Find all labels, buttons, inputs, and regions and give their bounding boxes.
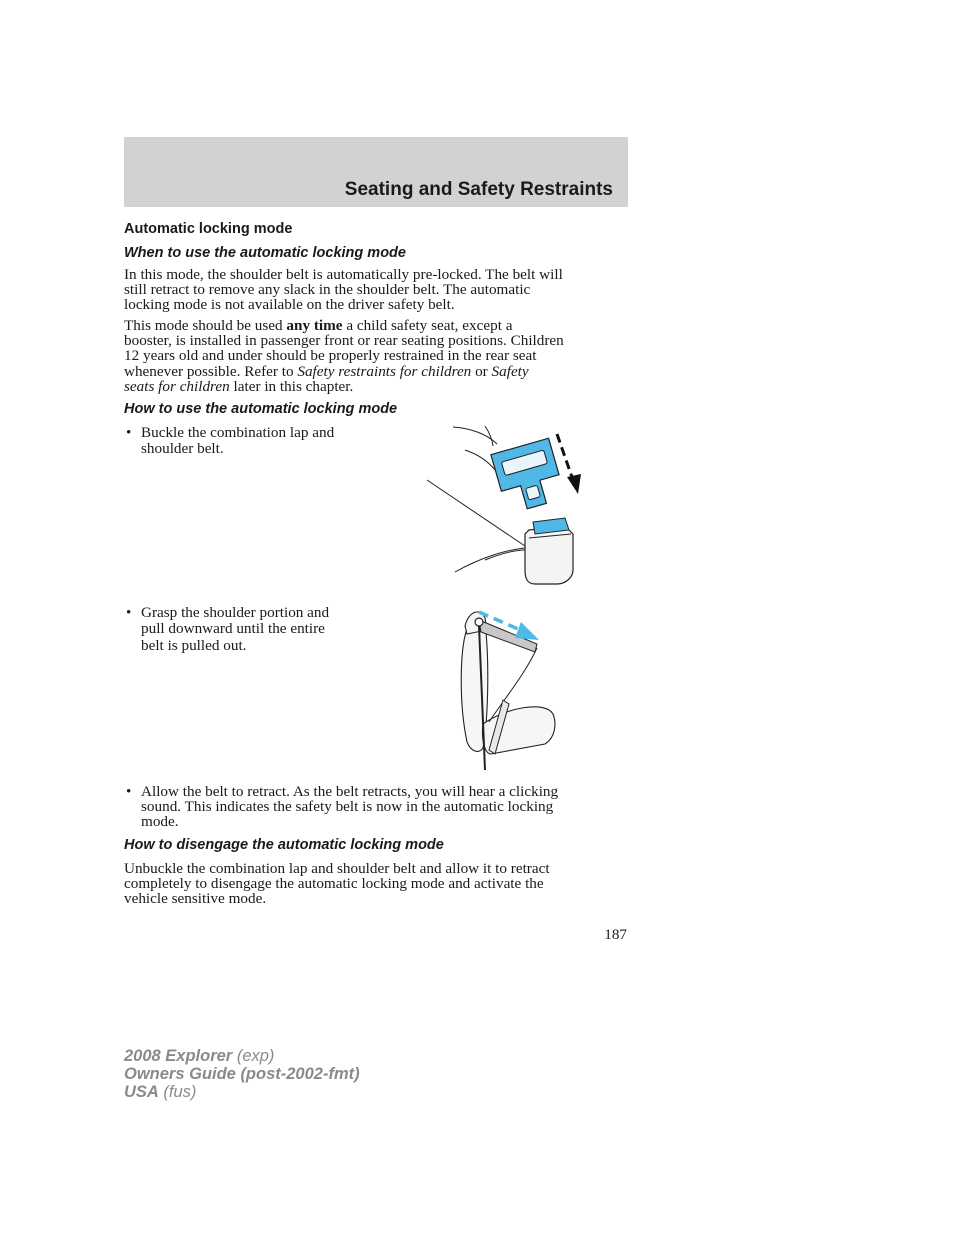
paragraph-pre-locked: In this mode, the shoulder belt is automatically pre-locked. The belt will still retract to remove any slack in the shoulder belt. The automatic locking mode is not available on the driver safety belt. [124, 266, 563, 314]
seat-belt-pull-illustration [455, 604, 565, 772]
reference-safety-seats-for-children-cont: seats for children [124, 377, 230, 395]
paragraph-disengage: Unbuckle the combination lap and shoulder belt and allow it to retract completely to disengage the automatic locking mode and activate the vehicle sensitive mode. [124, 860, 550, 908]
bullet-dot: • [126, 604, 132, 621]
paragraph-when-to-use: This mode should be used any time a child safety seat, except a booster, is installed in passenger front or rear seating positions. Children 12 years old and under should be properly restrained in the rear seat whenever possible. Refer to Safety restraints for children or Safety seats for children later in this chapter. [124, 317, 564, 395]
heading-when-to-use: When to use the automatic locking mode [124, 245, 406, 261]
bullet-grasp-shoulder: • Grasp the shoulder portion and pull downward until the entire belt is pulled out. [126, 604, 330, 654]
bold-any-time: any time [286, 317, 343, 334]
document-footer: 2008 Explorer (exp) Owners Guide (post-2002-fmt) USA (fus) [124, 1047, 360, 1101]
bullet-dot: • [126, 783, 132, 800]
heading-automatic-locking-mode: Automatic locking mode [124, 221, 293, 237]
heading-how-to-disengage: How to disengage the automatic locking mode [124, 837, 444, 853]
reference-safety-restraints-for-children: Safety restraints for children [297, 362, 472, 380]
reference-safety-seats-for-children: Safety [491, 362, 529, 380]
belt-strap-line [427, 480, 525, 546]
heading-how-to-use: How to use the automatic locking mode [124, 401, 398, 417]
bullet-dot: • [126, 424, 132, 441]
page-number: 187 [604, 926, 627, 943]
section-header-band [124, 137, 628, 207]
latch-plate [491, 438, 566, 514]
buckle-illustration [425, 422, 590, 592]
downward-arrow-icon [557, 434, 581, 494]
bullet-allow-retract: • Allow the belt to retract. As the belt retracts, you will hear a clicking sound. This indicates the safety belt is now in the automatic locking mode. [126, 783, 559, 831]
bullet-buckle-belt: • Buckle the combination lap and shoulder belt. [126, 424, 335, 458]
section-title: Seating and Safety Restraints [344, 179, 613, 200]
